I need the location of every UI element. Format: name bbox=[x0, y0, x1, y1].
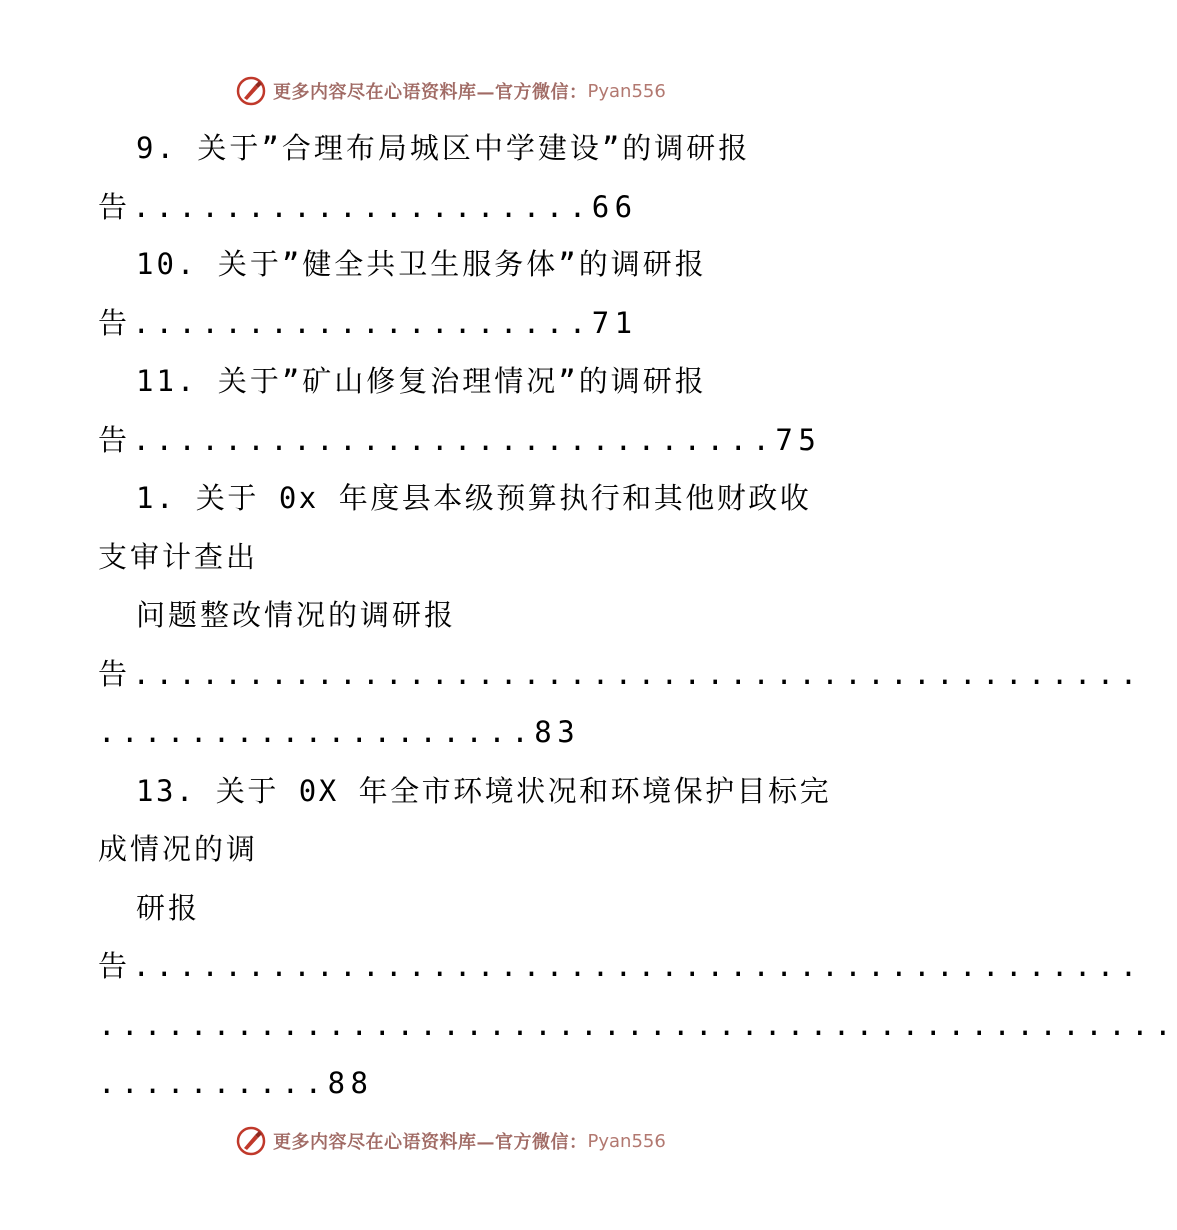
toc-entry-leader: ..........88 bbox=[98, 1066, 374, 1100]
toc-entry-leader: 告....................71 bbox=[98, 306, 638, 340]
toc-entry-leader: ............................................... bbox=[98, 1008, 1177, 1042]
toc-entry-title: 10. 关于”健全共卫生服务体”的调研报 bbox=[136, 247, 707, 281]
toc-entry-title: 1. 关于 0x 年度县本级预算执行和其他财政收 bbox=[136, 481, 812, 515]
toc-entry-title: 13. 关于 0X 年全市环境状况和环境保护目标完 bbox=[136, 774, 832, 808]
wechat-id: Pyan556 bbox=[587, 1130, 666, 1152]
toc-entry-title: 9. 关于”合理布局城区中学建设”的调研报 bbox=[136, 131, 751, 165]
toc-entry-leader: 告............................................ bbox=[98, 949, 1143, 983]
toc-entry-title: 11. 关于”矿山修复治理情况”的调研报 bbox=[136, 364, 707, 398]
toc-entry-leader: 告....................66 bbox=[98, 190, 638, 224]
toc-entry-title-continued: 成情况的调 bbox=[98, 832, 259, 866]
header-banner bbox=[235, 74, 666, 108]
toc-entry-title-continued: 支审计查出 bbox=[98, 540, 259, 574]
banner-text: 更多内容尽在心语资料库—官方微信： bbox=[273, 1132, 588, 1153]
toc-entry-title-continued: 研报 bbox=[136, 891, 201, 925]
pen-logo-icon bbox=[235, 1125, 267, 1157]
banner-text: 更多内容尽在心语资料库—官方微信： bbox=[273, 82, 588, 103]
toc-entry-leader: ...................83 bbox=[98, 715, 581, 749]
toc-entry-leader: 告............................75 bbox=[98, 423, 822, 457]
toc-entry-leader: 告............................................ bbox=[98, 657, 1143, 691]
toc-entry-title-continued: 问题整改情况的调研报 bbox=[136, 598, 457, 632]
footer-banner bbox=[235, 1124, 666, 1158]
pen-logo-icon bbox=[235, 75, 267, 107]
wechat-id: Pyan556 bbox=[587, 80, 666, 102]
